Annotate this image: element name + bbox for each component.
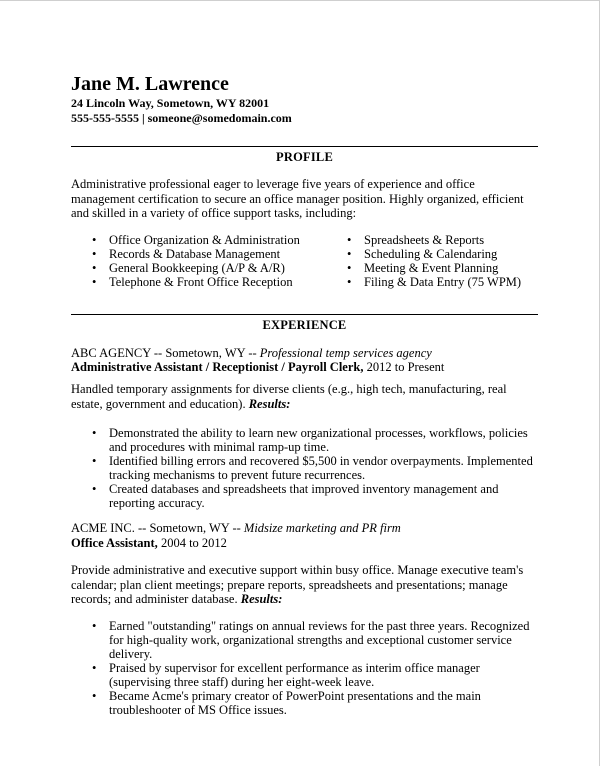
skill-item: • Office Organization & Administration (92, 233, 347, 247)
result-item: • Became Acme's primary creator of PowerPoint presentations and the main troubleshooter of MS Office issues. (92, 689, 544, 717)
results-label: Results: (248, 396, 291, 411)
skill-item: • Spreadsheets & Reports (347, 233, 521, 247)
skill-item: • Telephone & Front Office Reception (92, 275, 347, 289)
job-company-description: Professional temp services agency (259, 346, 432, 360)
job-summary: Provide administrative and executive support within busy office. Manage executive team's calendar; plan client meetings; prepare reports, spreadsheets and presentations; manage records; and administer database. Results: (71, 563, 524, 606)
experience-heading: EXPERIENCE (71, 314, 538, 333)
result-item: • Praised by supervisor for excellent performance as interim office manager (supervising three staff) during her eight-week leave. (92, 661, 544, 689)
skills-column-right (347, 233, 521, 289)
job-results-list (92, 426, 544, 510)
job-summary: Handled temporary assignments for diverse clients (e.g., high tech, manufacturing, real estate, government and education). Results: (71, 382, 507, 411)
job-title: Administrative Assistant / Receptionist / Payroll Clerk, (71, 360, 364, 374)
job-company: ABC AGENCY -- Sometown, WY -- (71, 346, 257, 360)
profile-summary: Administrative professional eager to leverage five years of experience and office management certification to secure an office manager position. Highly organized, efficient and skilled in a variety of office support tasks, including: (71, 177, 524, 220)
profile-heading: PROFILE (71, 146, 538, 165)
job-company-line (71, 346, 432, 360)
job-company-description: Midsize marketing and PR firm (243, 521, 401, 535)
contact-address: 24 Lincoln Way, Sometown, WY 82001 (71, 96, 270, 110)
contact-phone-email: 555-555-5555 | someone@somedomain.com (71, 111, 292, 125)
skills-column-left (92, 233, 347, 289)
result-item: • Identified billing errors and recovered $5,500 in vendor overpayments. Implemented tracking mechanisms to prevent future recurrences. (92, 454, 544, 482)
job-company-line (71, 521, 401, 535)
result-item: • Demonstrated the ability to learn new organizational processes, workflows, policies and procedures with minimal ramp-up time. (92, 426, 544, 454)
skill-item: • Filing & Data Entry (75 WPM) (347, 275, 521, 289)
result-item: • Earned "outstanding" ratings on annual reviews for the past three years. Recognized for high-quality work, organizational strengths and exceptional customer service delivery. (92, 619, 544, 661)
job-title: Office Assistant, (71, 536, 158, 550)
results-label: Results: (240, 592, 283, 606)
skill-item: • General Bookkeeping (A/P & A/R) (92, 261, 347, 275)
skills-list (92, 233, 542, 289)
job-title-line (71, 536, 227, 550)
job-company: ACME INC. -- Sometown, WY -- (71, 521, 241, 535)
job-title-line (71, 360, 444, 374)
job-results-list (92, 619, 544, 717)
result-item: • Created databases and spreadsheets that improved inventory management and reporting accuracy. (92, 482, 544, 510)
skill-item: • Records & Database Management (92, 247, 347, 261)
candidate-name: Jane M. Lawrence (71, 73, 229, 95)
job-dates: 2004 to 2012 (160, 536, 227, 550)
job-dates: 2012 to Present (366, 360, 445, 374)
skill-item: • Scheduling & Calendaring (347, 247, 521, 261)
skill-item: • Meeting & Event Planning (347, 261, 521, 275)
